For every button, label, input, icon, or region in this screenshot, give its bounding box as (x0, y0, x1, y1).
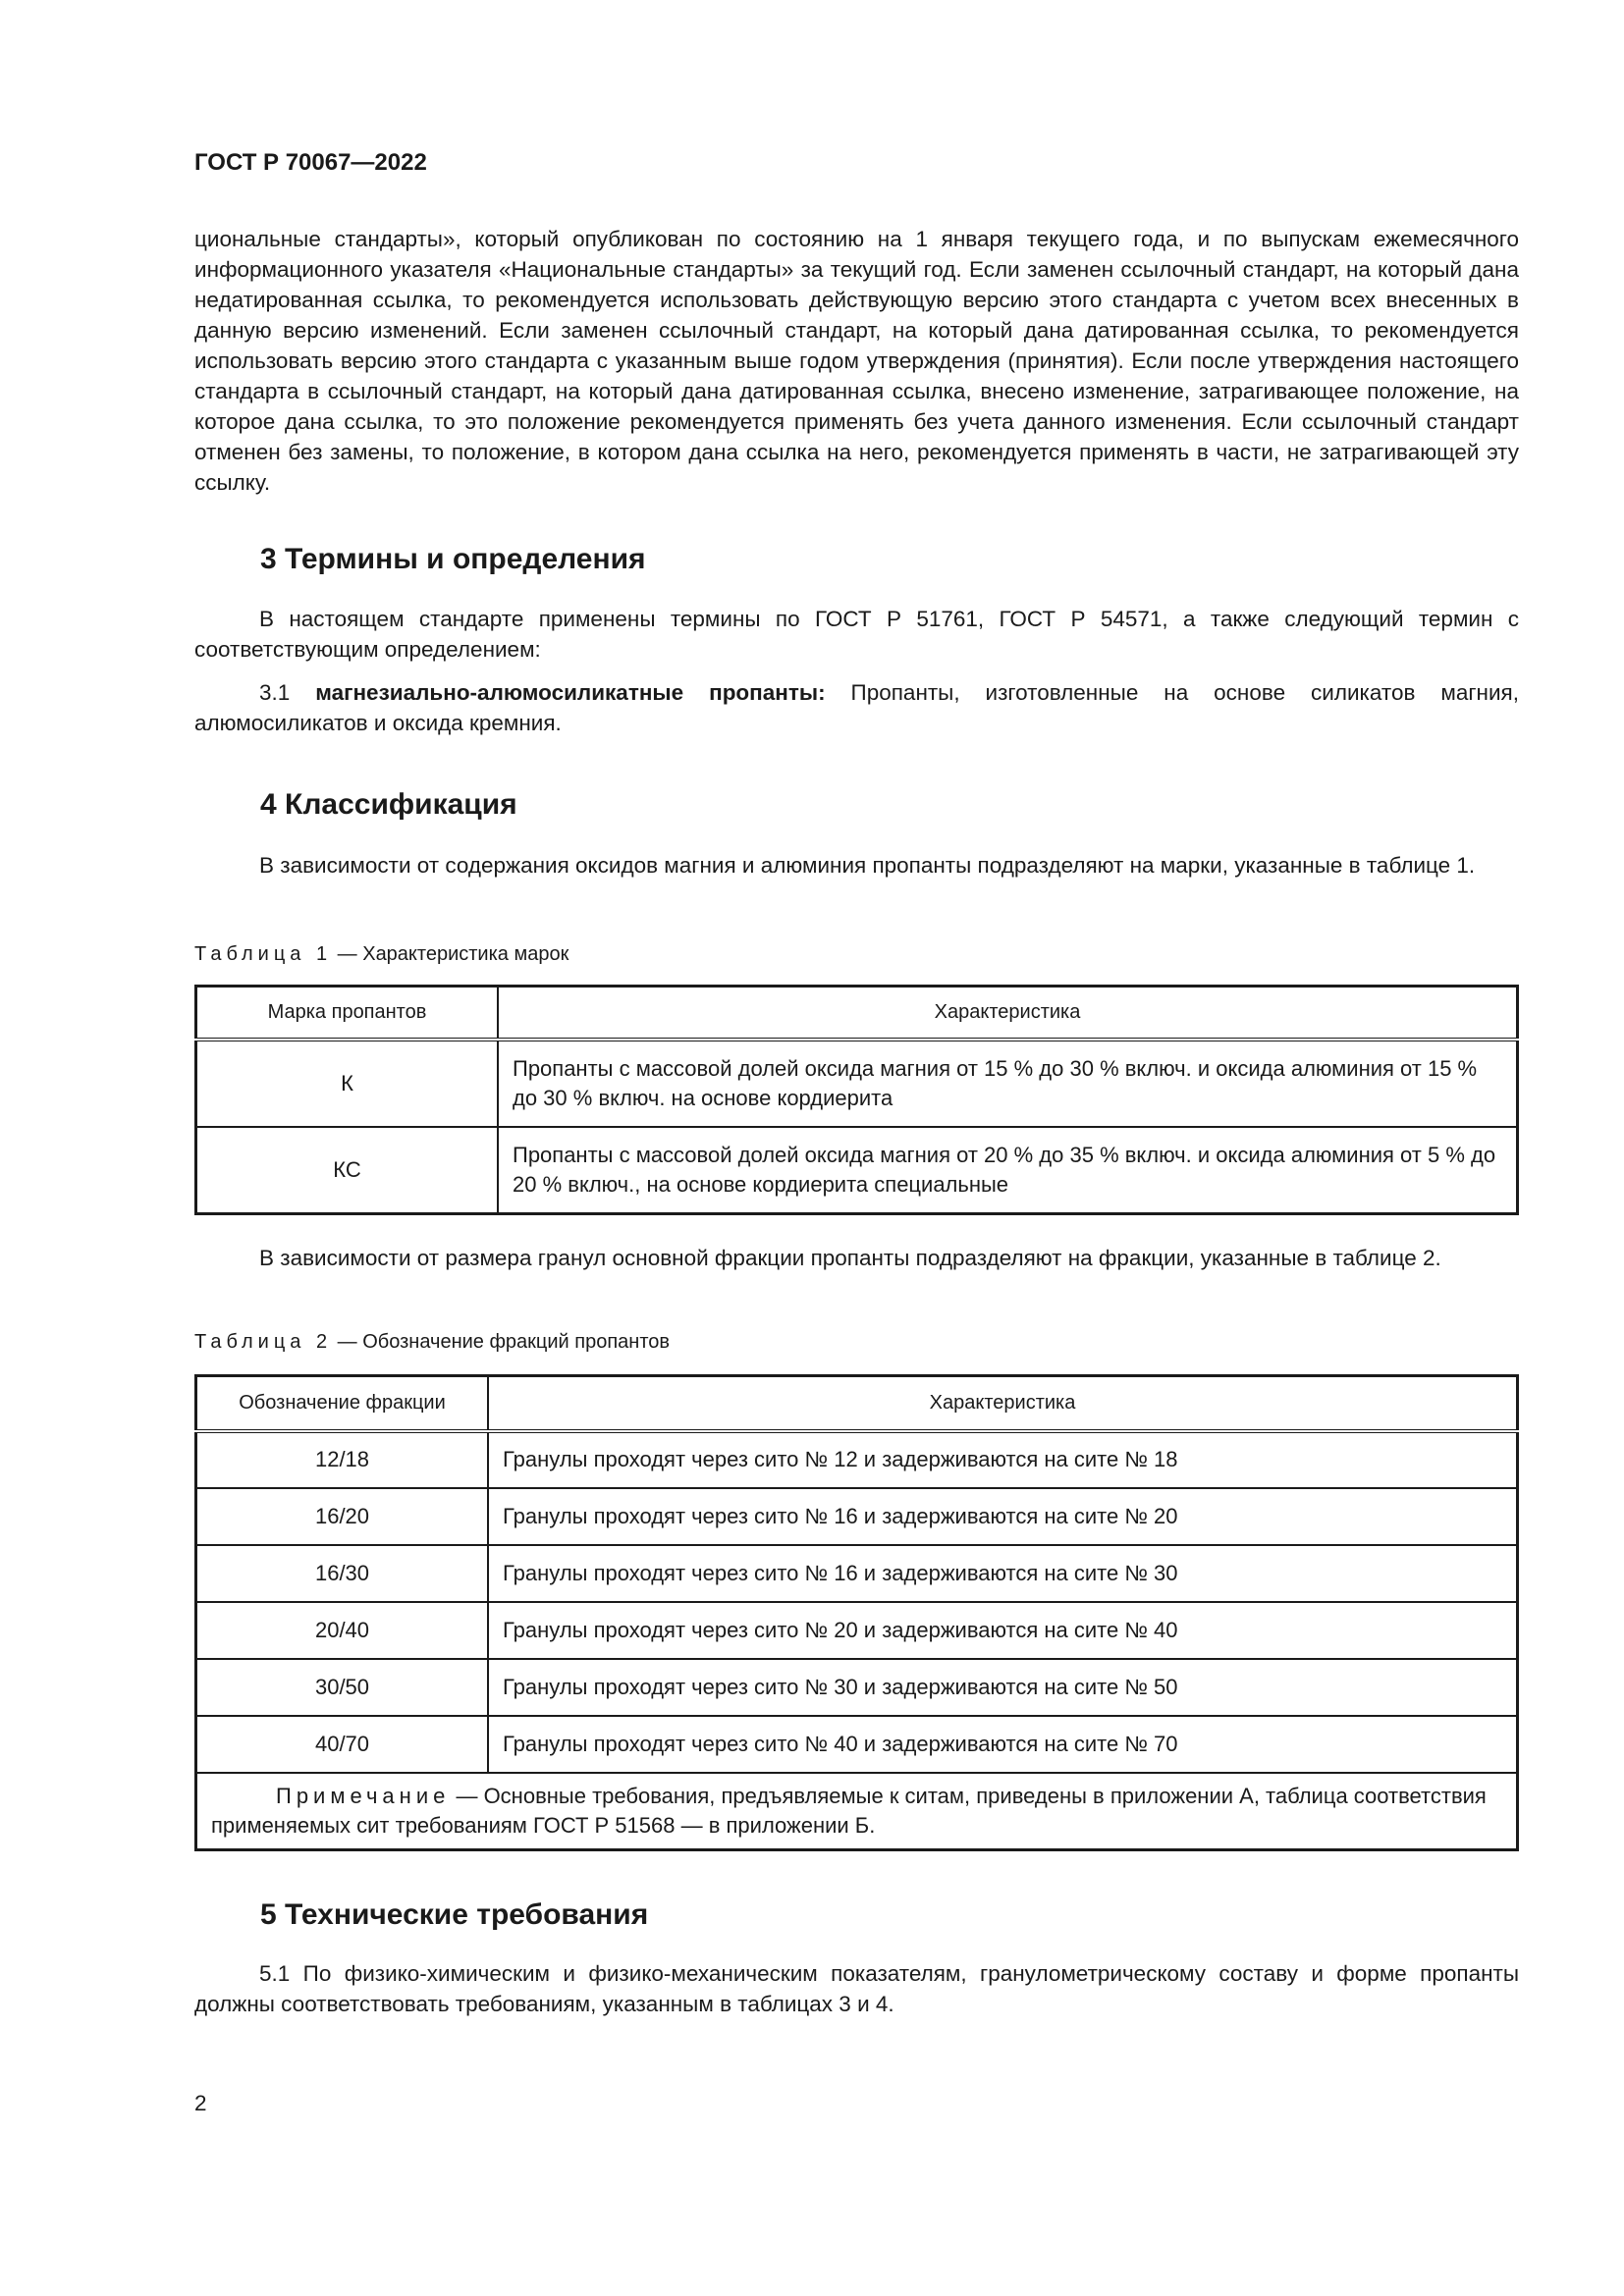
table-row (196, 1659, 1518, 1716)
fraction-cell: 12/18 (196, 1431, 489, 1488)
table-header-row (196, 987, 1518, 1040)
section-5-paragraph: 5.1 По физико-химическим и физико-механическим показателям, гранулометрическому составу и форме пропанты должны соответствовать требованиям, указанным в таблицах 3 и 4. (194, 1961, 1519, 2016)
fraction-cell: 16/30 (196, 1545, 489, 1602)
term: магнезиально-алюмосиликатные пропанты: (315, 680, 826, 705)
table-row (196, 1127, 1518, 1214)
table-note: Примечание — Основные требования, предъявляемые к ситам, приведены в приложении А, таблица соответствия применяемых сит требованиям ГОСТ Р 51568 — в приложении Б. (196, 1773, 1518, 1850)
table-1-caption: Таблица 1 — Характеристика марок (194, 943, 569, 965)
table-header-row (196, 1376, 1518, 1431)
section-3-paragraph: В настоящем стандарте применены термины по ГОСТ Р 51761, ГОСТ Р 54571, а также следующий термин с соответствующим определением: (194, 607, 1519, 662)
definition: Пропанты, изготовленные на основе силикатов магния, алюмосиликатов и оксида кремния. (194, 680, 1519, 735)
grade-cell: К (196, 1040, 499, 1127)
header-cell: Марка пропантов (196, 987, 499, 1040)
table-1 (194, 985, 1519, 1215)
description-cell: Гранулы проходят через сито № 20 и задерживаются на сите № 40 (488, 1602, 1518, 1659)
table-row (196, 1716, 1518, 1773)
section-3-heading: 3 Термины и определения (260, 543, 646, 575)
description-cell: Гранулы проходят через сито № 16 и задерживаются на сите № 30 (488, 1545, 1518, 1602)
document-header: ГОСТ Р 70067—2022 (194, 149, 427, 176)
fraction-cell: 30/50 (196, 1659, 489, 1716)
section-4-paragraph-2: В зависимости от размера гранул основной фракции пропанты подразделяют на фракции, указанные в таблице 2. (259, 1246, 1441, 1270)
term-definition (194, 677, 1519, 738)
table-row (196, 1431, 1518, 1488)
table-2 (194, 1374, 1519, 1851)
table-row (196, 1488, 1518, 1545)
description-cell: Пропанты с массовой долей оксида магния от 15 % до 30 % включ. и оксида алюминия от 15 % до 30 % включ. на основе кордиерита (498, 1040, 1518, 1127)
header-cell: Характеристика (488, 1376, 1518, 1431)
section-4-paragraph-1: В зависимости от содержания оксидов магния и алюминия пропанты подразделяют на марки, указанные в таблице 1. (259, 853, 1476, 878)
description-cell: Гранулы проходят через сито № 16 и задерживаются на сите № 20 (488, 1488, 1518, 1545)
section-5-heading: 5 Технические требования (260, 1898, 649, 1931)
table-2-caption: Таблица 2 — Обозначение фракций пропантов (194, 1331, 671, 1353)
header-cell: Обозначение фракции (196, 1376, 489, 1431)
description-cell: Гранулы проходят через сито № 30 и задерживаются на сите № 50 (488, 1659, 1518, 1716)
term-number: 3.1 (259, 680, 291, 705)
table-note-row (196, 1773, 1518, 1850)
fraction-cell: 16/20 (196, 1488, 489, 1545)
section-4-heading: 4 Классификация (260, 788, 517, 821)
page-number: 2 (194, 2091, 207, 2115)
description-cell: Пропанты с массовой долей оксида магния от 20 % до 35 % включ. и оксида алюминия от 5 % до 20 % включ., на основе кордиерита специальные (498, 1127, 1518, 1214)
table-row (196, 1040, 1518, 1127)
header-cell: Характеристика (498, 987, 1518, 1040)
table-row (196, 1602, 1518, 1659)
fraction-cell: 20/40 (196, 1602, 489, 1659)
grade-cell: КС (196, 1127, 499, 1214)
intro-paragraph: циональные стандарты», который опубликован по состоянию на 1 января текущего года, и по выпускам ежемесячного информационного указателя «Национальные стандарты» за текущий год. Если заменен ссылочный стандарт, на который дана недатированная ссылка, то рекомендуется использовать действующую версию этого стандарта с учетом всех внесенных в данную версию изменений. Если заменен ссылочный стандарт, на который дана датированная ссылка, то рекомендуется использовать версию этого стандарта с указанным выше годом утверждения (принятия). Если после утверждения настоящего стандарта в ссылочный стандарт, на который дана датированная ссылка, внесено изменение, затрагивающее положение, на которое дана ссылка, то это положение рекомендуется применять без учета данного изменения. Если ссылочный стандарт отменен без замены, то положение, в котором дана ссылка на него, рекомендуется применять в части, не затрагивающей эту ссылку. (194, 227, 1519, 495)
description-cell: Гранулы проходят через сито № 40 и задерживаются на сите № 70 (488, 1716, 1518, 1773)
fraction-cell: 40/70 (196, 1716, 489, 1773)
table-row (196, 1545, 1518, 1602)
description-cell: Гранулы проходят через сито № 12 и задерживаются на сите № 18 (488, 1431, 1518, 1488)
